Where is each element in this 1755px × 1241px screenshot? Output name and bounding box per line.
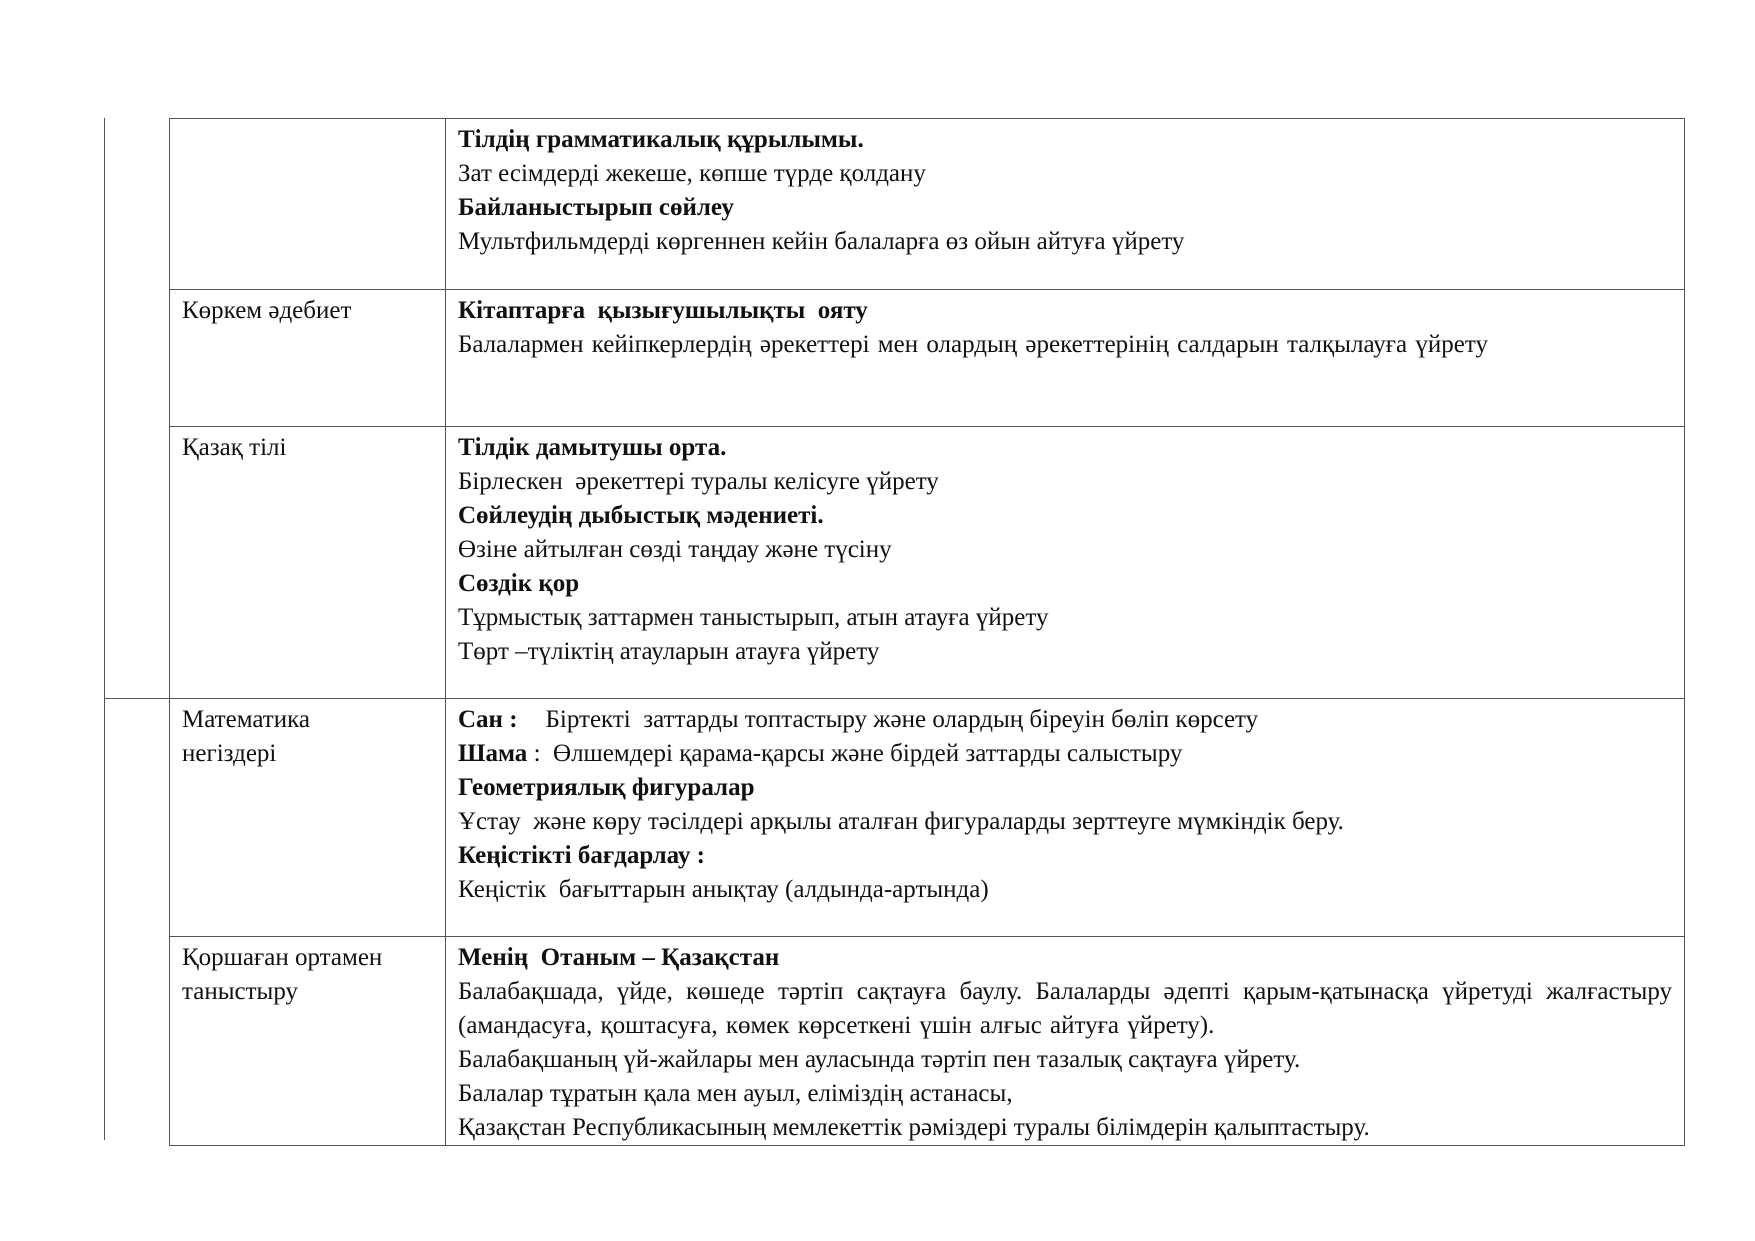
content-text — [458, 703, 1672, 737]
subject-label: Қазақ тілі — [182, 434, 287, 461]
content-text: Төрт –түліктің атауларын атауға үйрету — [458, 638, 880, 665]
inline-label: Сан : — [458, 706, 518, 733]
subject-cell — [170, 427, 446, 699]
inline-text: : Өлшемдері қарама-қарсы және бірдей заттарды салыстыру — [527, 740, 1183, 767]
table-row — [170, 699, 1685, 937]
content-text: Бірлескен әрекеттері туралы келісуге үйрету — [458, 468, 939, 495]
section-heading: Менің Отаным – Қазақстан — [458, 944, 780, 971]
outer-left-border — [104, 118, 105, 1140]
inline-text: Біртекті заттарды топтастыру және олардың біреуін бөліп көрсету — [545, 706, 1259, 733]
subject-label: Қоршаған ортамен — [182, 944, 383, 971]
section-heading: Сөздік қор — [458, 570, 580, 597]
section-heading: Кеңістікті бағдарлау : — [458, 842, 705, 869]
content-text: Зат есімдерді жекеше, көпше түрде қолдану — [458, 160, 926, 187]
content-cell — [446, 699, 1685, 937]
subject-cell — [170, 937, 446, 1146]
content-cell — [446, 937, 1685, 1146]
table-row — [170, 937, 1685, 1146]
table-row — [170, 290, 1685, 427]
content-text: Мультфильмдерді көргеннен кейін балаларға өз ойын айтуға үйрету — [458, 228, 1185, 255]
content-text: Балалармен кейіпкерлердің әрекеттері мен олардың әрекеттерінің салдарын талқылауға үйрету — [458, 331, 1488, 358]
inline-label: Шама — [458, 740, 528, 767]
curriculum-table — [169, 118, 1685, 1146]
subject-label: таныстыру — [182, 978, 298, 1005]
subject-label: Математика — [182, 706, 310, 733]
content-cell — [446, 290, 1685, 427]
content-text: Ұстау және көру тәсілдері арқылы аталған фигураларды зерттеуге мүмкіндік беру. — [458, 808, 1344, 835]
section-heading: Байланыстырып сөйлеу — [458, 194, 734, 221]
content-text: Балабақшаның үй-жайлары мен ауласында тәртіп пен тазалық сақтауға үйрету. — [458, 1046, 1301, 1073]
subject-cell — [170, 290, 446, 427]
subject-label: негіздері — [182, 740, 277, 767]
section-heading: Тілдік дамытушы орта. — [458, 434, 727, 461]
content-text — [458, 737, 1672, 771]
table-row — [170, 119, 1685, 290]
section-heading: Геометриялық фигуралар — [458, 774, 755, 801]
content-text: Балалар тұратын қала мен ауыл, еліміздің астанасы, — [458, 1080, 1013, 1107]
subject-cell — [170, 699, 446, 937]
content-cell — [446, 119, 1685, 290]
content-text: Өзіне айтылған сөзді таңдау және түсіну — [458, 536, 892, 563]
section-heading: Тілдің грамматикалық құрылымы. — [458, 126, 864, 153]
content-paragraph: Балабақшада, үйде, көшеде тәртіп сақтауға баулу. Балаларды әдепті қарым-қатынасқа үйретуді жалғастыру (амандасуға, қоштасуға, көмек көрсеткені үшін алғыс айтуға үйрету). — [458, 978, 1672, 1039]
subject-label: Көркем әдебиет — [182, 297, 352, 324]
content-text: Қазақстан Республикасының мемлекеттік рәміздері туралы білімдерін қалыптастыру. — [458, 1114, 1370, 1141]
section-heading: Сөйлеудің дыбыстық мәдениеті. — [458, 502, 824, 529]
outer-row-divider — [104, 698, 170, 699]
subject-cell — [170, 119, 446, 290]
content-text: Тұрмыстық заттармен таныстырып, атын атауға үйрету — [458, 604, 1049, 631]
table-row — [170, 427, 1685, 699]
content-cell — [446, 427, 1685, 699]
section-heading: Кітаптарға қызығушылықты ояту — [458, 297, 868, 324]
content-text: Кеңістік бағыттарын анықтау (алдында-артында) — [458, 876, 989, 903]
